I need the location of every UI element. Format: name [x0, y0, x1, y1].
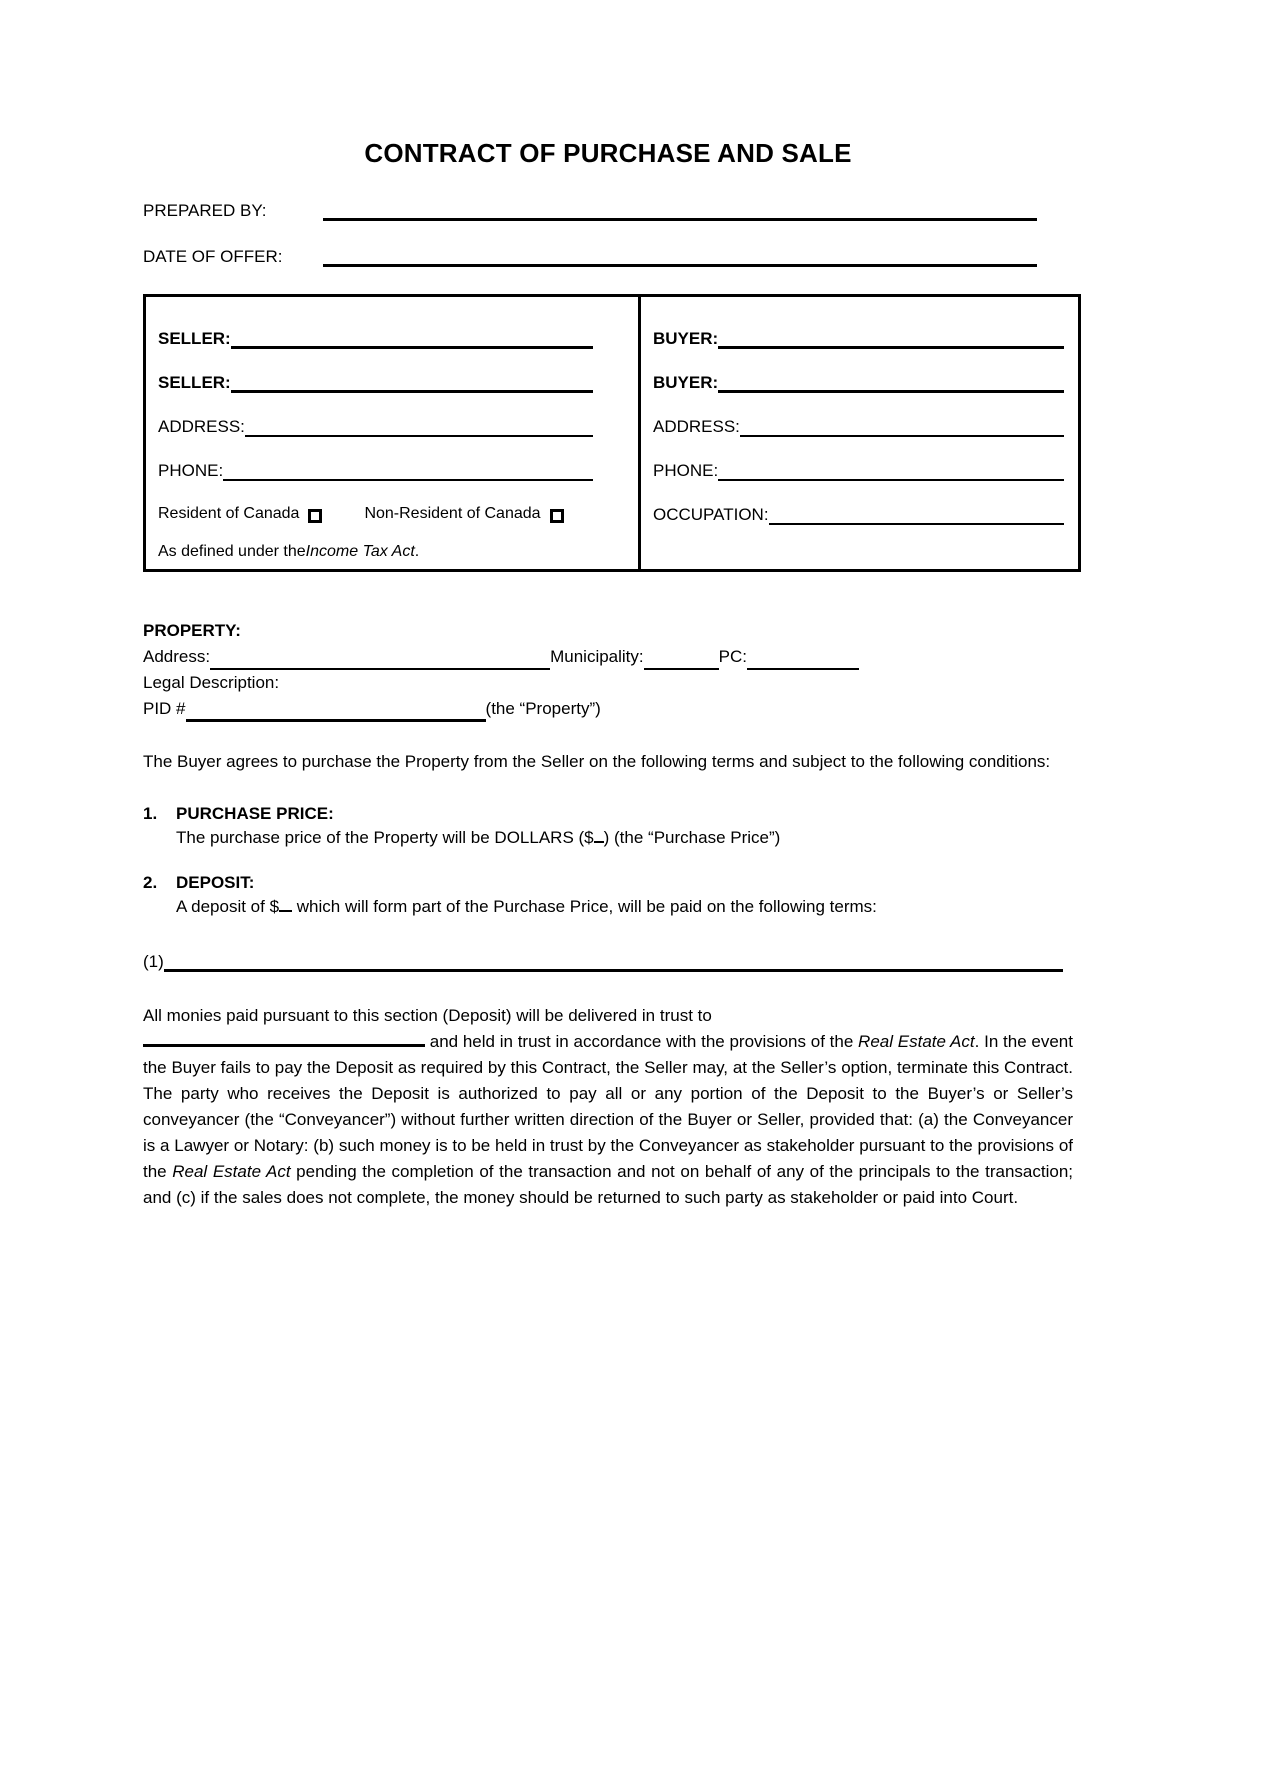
pid-suffix: (the “Property”)	[485, 699, 601, 718]
trust-text-2: and held in trust in accordance with the provisions of the	[429, 1032, 859, 1051]
buyer-1-field-line[interactable]	[718, 346, 1064, 349]
real-estate-act-italic-2: Real Estate Act	[172, 1162, 291, 1181]
property-section	[143, 618, 1073, 722]
buyer-2-row	[653, 349, 1064, 393]
buyer-phone-row	[653, 437, 1064, 481]
buyer-address-row	[653, 393, 1064, 437]
deposit-term-1-row	[143, 946, 1063, 972]
deposit-trust-paragraph	[143, 1003, 1073, 1211]
seller-phone-field-line[interactable]	[223, 479, 593, 481]
note-prefix: As defined under the	[158, 543, 306, 560]
buyer-2-field-line[interactable]	[718, 390, 1064, 393]
pid-row	[143, 696, 1073, 722]
legal-description-label: Legal Description:	[143, 673, 280, 692]
buyer-1-row	[653, 305, 1064, 349]
date-of-offer-row	[143, 237, 1037, 267]
income-tax-note	[158, 527, 593, 561]
seller-column	[146, 297, 638, 569]
deposit-text-pre: A deposit of $	[176, 897, 280, 916]
seller-1-row	[158, 305, 593, 349]
deposit-text-post: which will form part of the Purchase Price, will be paid on the following terms:	[292, 897, 877, 916]
date-of-offer-field-line[interactable]	[323, 264, 1037, 267]
prepared-by-label: PREPARED BY:	[143, 201, 267, 220]
seller-1-label: SELLER:	[158, 329, 231, 348]
purchase-price-heading-row	[143, 804, 1081, 824]
buyer-address-field-line[interactable]	[740, 435, 1064, 437]
trust-text-1: All monies paid pursuant to this section (Deposit) will be delivered in trust to	[143, 1006, 712, 1025]
resident-label: Resident of Canada	[158, 505, 300, 522]
pid-field-line[interactable]	[186, 719, 486, 722]
non-resident-checkbox[interactable]	[550, 509, 564, 523]
prepared-by-field-line[interactable]	[323, 218, 1037, 221]
note-suffix: .	[414, 543, 420, 560]
document-page	[0, 138, 1275, 1788]
real-estate-act-italic-1: Real Estate Act	[858, 1032, 975, 1051]
seller-address-row	[158, 393, 593, 437]
seller-address-label: ADDRESS:	[158, 417, 245, 436]
seller-2-field-line[interactable]	[231, 390, 593, 393]
pc-label: PC:	[718, 647, 747, 666]
document-title: CONTRACT OF PURCHASE AND SALE	[364, 138, 852, 168]
deposit-body	[176, 894, 1073, 920]
non-resident-label: Non-Resident of Canada	[364, 505, 541, 522]
trustee-name-field-line[interactable]	[143, 1044, 425, 1047]
property-address-label: Address:	[143, 647, 211, 666]
pid-label: PID #	[143, 699, 186, 718]
parties-table	[143, 294, 1081, 572]
deposit-heading: DEPOSIT:	[176, 873, 255, 892]
buyer-occupation-field-line[interactable]	[769, 523, 1064, 525]
note-act-name: Income Tax Act	[305, 543, 415, 560]
buyer-occupation-row	[653, 481, 1064, 525]
property-address-row	[143, 644, 1073, 670]
seller-address-field-line[interactable]	[245, 435, 593, 437]
buyer-phone-label: PHONE:	[653, 461, 719, 480]
buyer-column	[638, 297, 1078, 569]
buyer-1-label: BUYER:	[653, 329, 719, 348]
buyer-occupation-label: OCCUPATION:	[653, 505, 769, 524]
purchase-price-body	[176, 825, 1073, 851]
trust-text-3: . In the event the Buyer fails to pay the Deposit as required by this Contract, the Seller may, at the Seller’s option, terminate this Contract. The party who receives the Deposit is authorized to pay all or any portion of the Deposit to the Buyer’s or Seller’s conveyancer (the “Conveyancer”) without further written direction of the Buyer or Seller, provided that: (a) the Conveyancer is a Lawyer or Notary: (b) such money is to be held in trust by the Conveyancer as stakeholder pursuant to the provisions of the	[143, 1032, 1073, 1181]
resident-checkbox[interactable]	[308, 509, 322, 523]
buyer-address-label: ADDRESS:	[653, 417, 740, 436]
pc-field-line[interactable]	[747, 668, 859, 670]
seller-2-label: SELLER:	[158, 373, 231, 392]
purchase-price-text-post: ) (the “Purchase Price”)	[603, 828, 781, 847]
buyer-phone-field-line[interactable]	[718, 479, 1064, 481]
deposit-heading-row	[143, 873, 1081, 893]
section-1-number: 1.	[143, 804, 158, 823]
purchase-price-text-pre: The purchase price of the Property will be DOLLARS ($	[176, 828, 594, 847]
municipality-field-line[interactable]	[644, 668, 719, 670]
property-heading: PROPERTY:	[143, 621, 241, 640]
seller-2-row	[158, 349, 593, 393]
deposit-term-1-field-line[interactable]	[164, 969, 1063, 972]
deposit-amount-field-line[interactable]	[279, 910, 292, 912]
purchase-amount-field-line[interactable]	[594, 841, 604, 843]
residency-row	[158, 481, 593, 527]
buyer-2-label: BUYER:	[653, 373, 719, 392]
date-of-offer-label: DATE OF OFFER:	[143, 247, 283, 266]
municipality-label: Municipality:	[550, 647, 644, 666]
deposit-term-1-label: (1)	[143, 952, 164, 971]
prepared-by-row	[143, 191, 1037, 221]
seller-1-field-line[interactable]	[231, 346, 593, 349]
trust-text-4: pending the completion of the transaction and not on behalf of any of the principals to the transaction; and (c) if the sales does not complete, the money should be returned to such party as stakeholder or paid into Court.	[143, 1162, 1073, 1207]
purchase-price-heading: PURCHASE PRICE:	[176, 804, 334, 823]
seller-phone-row	[158, 437, 593, 481]
section-2-number: 2.	[143, 873, 158, 892]
seller-phone-label: PHONE:	[158, 461, 224, 480]
intro-paragraph: The Buyer agrees to purchase the Property from the Seller on the following terms and subject to the following conditions:	[143, 752, 1051, 771]
